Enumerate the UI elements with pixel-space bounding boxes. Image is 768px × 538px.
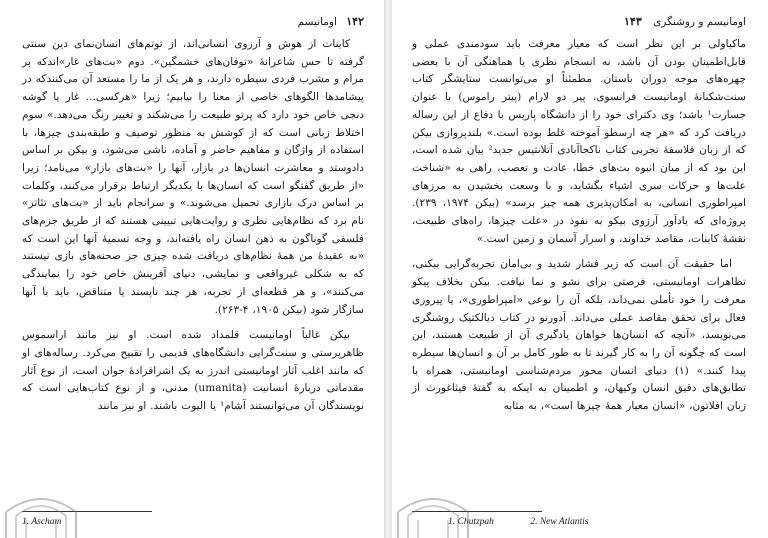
library-stamp-icon — [2, 482, 80, 538]
left-page-number: ۱۴۲ — [346, 15, 364, 28]
book-gutter — [384, 0, 392, 538]
right-page-number: ۱۴۳ — [624, 15, 642, 28]
right-footnote-1: 1. Chutzpah — [448, 517, 494, 527]
left-footnote-1: 1. Ascham — [22, 517, 62, 527]
left-page-body — [22, 36, 364, 416]
library-stamp-icon-right — [394, 482, 472, 538]
left-paragraph-1: کاینات از هوش و آرزوی انسانی‌اند، از توتم‌های انسان‌نمای دین سنتی گرفته تا حس شاعرانهٔ «توفان‌های خشمگین». دوم «بت‌های غار»اندکه بر مرام و مشرب فردی سیطره دارند، و هر یک از ما را مستعد آن می‌کنندکه در پیشامدها الگوهای خاصی از معنا را بیابیم؛ زیرا «هرکسی... غار یا گوشه دنجی خاص خود دارد که پرتو طبیعت را می‌شکند و تغییر رنگ می‌دهد.» سوم اختلاط زبانی است که از کوشش به منظور توصیف و طبقه‌بندی چیزها، با استفاده از واژگان و مفاهیم حاضر و آماده، ناشی می‌شود، و بیکن بر اساس دادوستد و معاشرت انسان‌ها در بازار، آنها را «بت‌های بازار» می‌نامد؛ زیرا «از طریق گفتگو است که انسان‌ها با یکدیگر ارتباط برقرار می‌کنند، وکلمات بر اساس درک بازاری تحمیل می‌شوند.» و سرانجام باید از «بت‌های تئاتر» نام برد که نظام‌هایی نظری و روایت‌هایی تبیینی هستند که از طریق جزم‌های فلسفی گوناگون به ذهن انسان راه یافته‌اند، و وجه تسمیهٔ آنها این است که «به عقیدهٔ من همهٔ نظام‌های دریافت شده چیزی جز صحنه‌های بازی نیستند که به شکلی غیرواقعی و نمایشی، دنیای آفرینش خاص خود را نمایندگی می‌کنند»، و هر قطعه‌ای از تجربه، هر چند ناپسند یا متناقض، باید با آنها سازگار شود (بیکن ۱۹۰۵، ۴-۲۶۳). — [22, 38, 364, 316]
right-running-title: اومانیسم و روشنگری — [653, 16, 746, 28]
right-paragraph-2: اما حقیقت آن است که زیر فشار شدید و بی‌امان تجربه‌گرایی بیکنی، تظاهرات اومانیستی، فرصتی برای نشو و نما نیافت. بیکن بخلاف پیکو معرفت را خود تأملی نمی‌داند، بلکه آن را نوعی «امپراطوری»، یا پیروزی فعال برای تحقق مقاصد عملی می‌داند. آدورنو در کتاب دیالکتیک روشنگری می‌نویسد، «آنچه که انسان‌ها خواهان یادگیری آن از طبیعت هستند، این است که چگونه آن را به کار گیرند تا به طور کامل بر آن و انسان‌ها سیطره پیدا کنند.» (۱) دنیای انسان محور مردم‌شناسی اومانیستی، همراه با تطابق‌های دقیق انسان وکیهان، و اطمینان به اینکه به گفتهٔ فیثاغورث از زبان افلاتون، «انسان معیار همهٔ چیزها است»، به مثابه — [412, 258, 746, 413]
right-page-header — [412, 14, 746, 30]
right-page-body — [412, 36, 746, 416]
left-paragraph-2: بیکن غالباً اومانیست قلمداد شده است. او نیز مانند اراسموس ظاهرپرستی و سنت‌گرایی دانشگاه‌های قدیمی را تقبیح می‌کرد. رساله‌های او که مانند اغلب آثار اومانیستی اندرز به یک اشرافزادهٔ جوان است، از نوع آثار مقدماتی دربارهٔ انسانیت (umanita) مدنی، و از نوع کتاب‌هایی است که نویسندگان آن می‌توانستند آشام¹ یا الیوت باشند. او نیز مانند — [22, 329, 364, 413]
right-footnote-2: 2. New Atlantis — [530, 517, 589, 527]
right-paragraph-1: ماکیاولی بر این نظر است که معیار معرفت باید سودمندی عملی و قابل‌اطمینان بودن آن باشد، نه انسجام نظری یا هماهنگی آن با بعضی چهره‌های موجه دوران باستان. مطمئناً او می‌توانست ستایشگر کتاب سنت‌شکنانهٔ اومانیست فرانسوی، پیر دو لارام (پیتر راموس) با عنوان جسارت¹ باشد؛ وی دکترای خود را از دانشگاه پاریس با دفاع از این رساله دریافت کرد که «هر چه ارسطو آموخته غلط بوده است.» بلندپروازی بیکن که از زبان فلاسفهٔ تجربی کتاب ناکجاآبادی آتلانتیس جدید² بیان شده است، این بود که از میان انبوه بت‌های خطا، عادت و تعصب، راهی به «شناخت علت‌ها و حرکات سری اشیاء بگشاید، و با وسعت بخشیدن به مرزهای امپراطوری انسانی، به امکان‌پذیری همه چیز برسد» (بیکن ۱۹۷۴، ۲۳۹). پروژه‌ای که یادآور آرزوی بیکو به نفوذ در «علت چیزها، راه‌های طبیعت، نقشهٔ کاینات، مقاصد خداوند، و اسرار آسمان و زمین است.» — [412, 38, 746, 245]
right-page — [392, 0, 768, 538]
left-running-title: اومانیسم — [297, 16, 337, 28]
left-page-header — [22, 14, 364, 30]
